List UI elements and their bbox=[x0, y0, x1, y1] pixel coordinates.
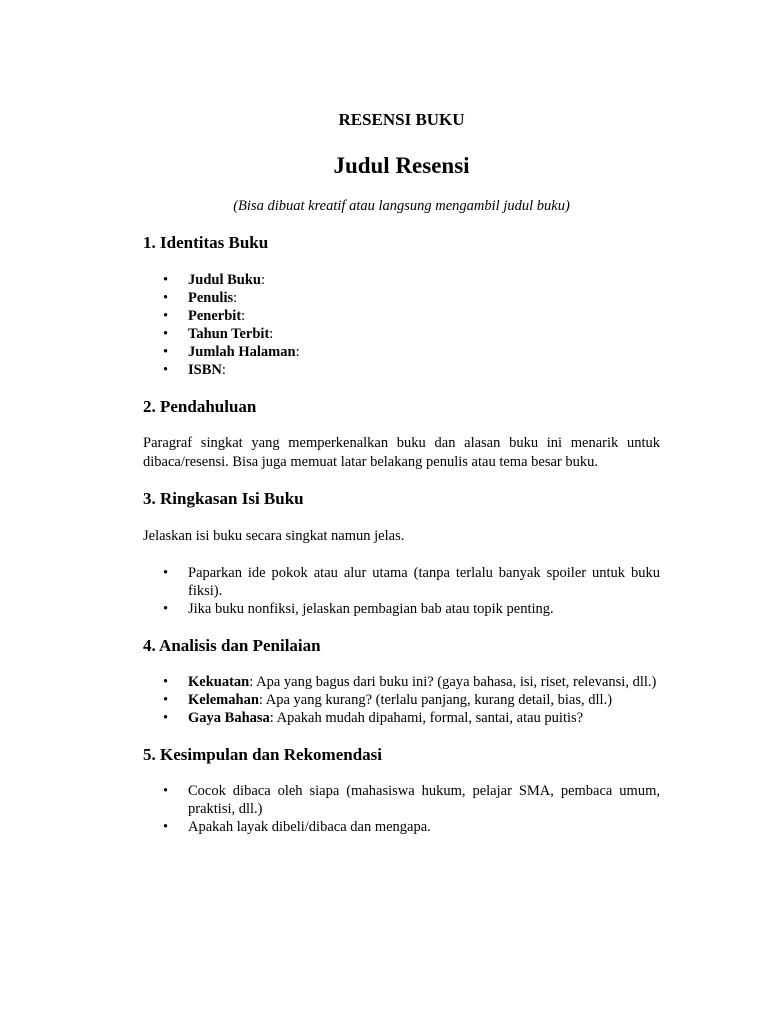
section-heading-kesimpulan: 5. Kesimpulan dan Rekomendasi bbox=[143, 745, 382, 764]
item-label: Jumlah Halaman bbox=[188, 344, 296, 360]
list-item bbox=[143, 325, 660, 343]
list-item bbox=[143, 307, 660, 325]
item-suffix: : bbox=[295, 344, 300, 360]
item-text: : Apa yang kurang? (terlalu panjang, kurang detail, bias, dll.) bbox=[258, 692, 613, 708]
item-label: Judul Buku bbox=[188, 272, 261, 288]
item-text: Paparkan ide pokok atau alur utama (tanpa terlalu banyak spoiler untuk buku fiksi). bbox=[188, 565, 660, 599]
item-text: Jika buku nonfiksi, jelaskan pembagian bab atau topik penting. bbox=[188, 601, 554, 617]
list-item bbox=[143, 271, 660, 289]
list-item bbox=[143, 343, 660, 361]
section-heading-pendahuluan: 2. Pendahuluan bbox=[143, 397, 257, 416]
bullet-icon: • bbox=[163, 783, 169, 799]
item-label: Kekuatan bbox=[188, 674, 250, 690]
ringkasan-list bbox=[143, 564, 660, 618]
section-heading-identitas: 1. Identitas Buku bbox=[143, 233, 269, 252]
bullet-icon: • bbox=[163, 326, 169, 342]
item-text: : Apakah mudah dipahami, formal, santai, atau puitis? bbox=[269, 710, 584, 726]
item-suffix: : bbox=[269, 326, 274, 342]
item-suffix: : bbox=[260, 272, 265, 288]
list-item bbox=[143, 600, 660, 618]
list-item bbox=[143, 709, 660, 727]
identitas-list bbox=[143, 271, 660, 379]
list-item bbox=[143, 691, 660, 709]
item-label: Penerbit bbox=[188, 308, 242, 324]
list-item bbox=[143, 289, 660, 307]
pendahuluan-paragraph: Paragraf singkat yang memperkenalkan buku dan alasan buku ini menarik untuk dibaca/resensi. Bisa juga memuat latar belakang penulis atau tema besar buku. bbox=[143, 435, 660, 470]
bullet-icon: • bbox=[163, 674, 169, 690]
item-label: Gaya Bahasa bbox=[188, 710, 270, 726]
item-text: Cocok dibaca oleh siapa (mahasiswa hukum, pelajar SMA, pembaca umum, praktisi, dll.) bbox=[188, 783, 660, 817]
item-text: : Apa yang bagus dari buku ini? (gaya bahasa, isi, riset, relevansi, dll.) bbox=[249, 674, 657, 690]
ringkasan-paragraph: Jelaskan isi buku secara singkat namun jelas. bbox=[143, 528, 405, 544]
kesimpulan-list bbox=[143, 782, 660, 836]
review-title: Judul Resensi bbox=[333, 153, 470, 178]
item-label: Kelemahan bbox=[188, 692, 259, 708]
analisis-list bbox=[143, 673, 660, 727]
item-text: Apakah layak dibeli/dibaca dan mengapa. bbox=[188, 819, 431, 835]
bullet-icon: • bbox=[163, 362, 169, 378]
item-suffix: : bbox=[221, 362, 226, 378]
section-heading-ringkasan: 3. Ringkasan Isi Buku bbox=[143, 489, 304, 508]
bullet-icon: • bbox=[163, 565, 169, 581]
bullet-icon: • bbox=[163, 819, 169, 835]
bullet-icon: • bbox=[163, 710, 169, 726]
item-label: Tahun Terbit bbox=[188, 326, 270, 342]
item-label: ISBN bbox=[188, 362, 222, 378]
document-title: RESENSI BUKU bbox=[338, 110, 465, 129]
list-item bbox=[143, 361, 660, 379]
item-suffix: : bbox=[241, 308, 246, 324]
bullet-icon: • bbox=[163, 272, 169, 288]
bullet-icon: • bbox=[163, 601, 169, 617]
list-item bbox=[143, 673, 660, 691]
item-suffix: : bbox=[233, 290, 238, 306]
list-item bbox=[143, 782, 660, 818]
bullet-icon: • bbox=[163, 290, 169, 306]
section-heading-analisis: 4. Analisis dan Penilaian bbox=[143, 636, 321, 655]
list-item bbox=[143, 564, 660, 600]
list-item bbox=[143, 818, 660, 836]
review-subtitle: (Bisa dibuat kreatif atau langsung mengambil judul buku) bbox=[233, 198, 570, 214]
bullet-icon: • bbox=[163, 308, 169, 324]
bullet-icon: • bbox=[163, 692, 169, 708]
item-label: Penulis bbox=[188, 290, 234, 306]
bullet-icon: • bbox=[163, 344, 169, 360]
